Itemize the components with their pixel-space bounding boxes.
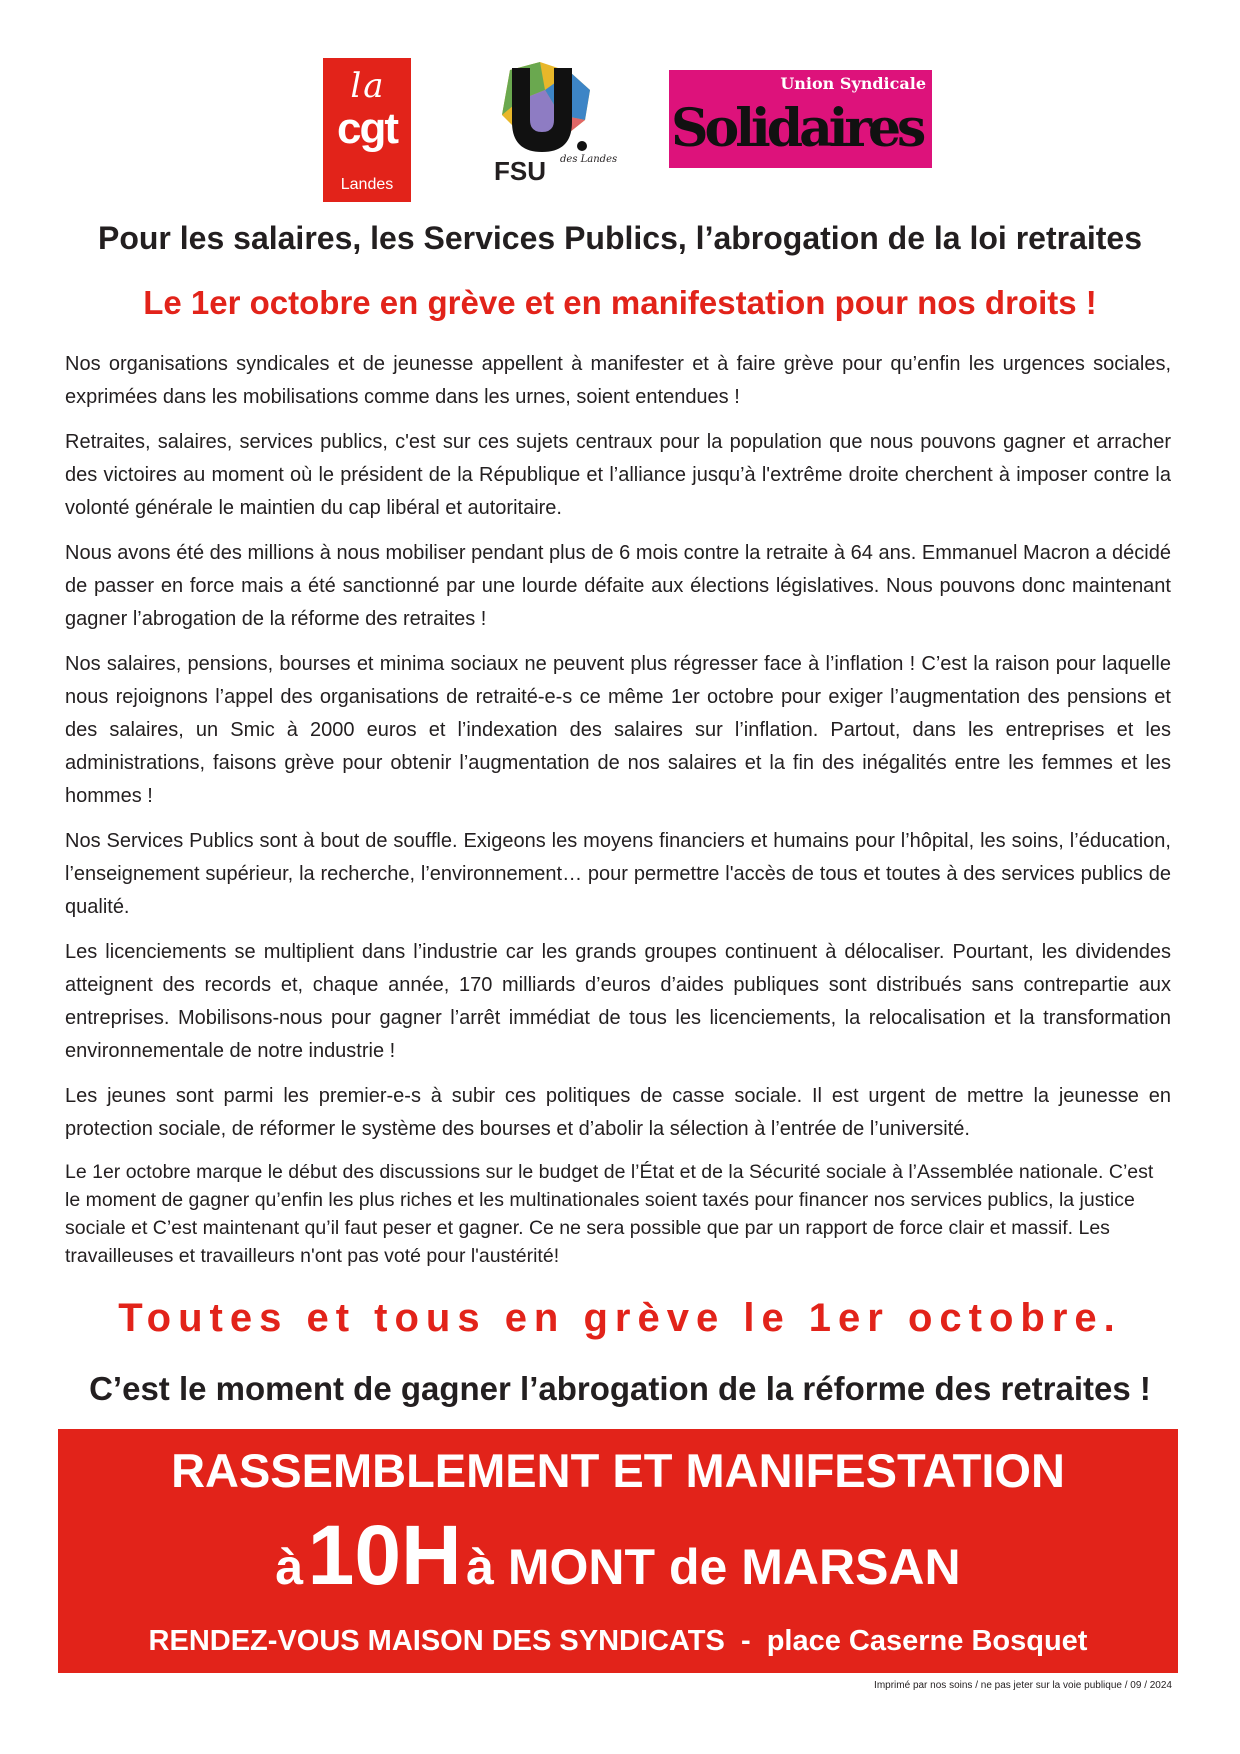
page-subtitle: Le 1er octobre en grève et en manifestation pour nos droits ! <box>143 284 1097 321</box>
event-meeting-point: RENDEZ-VOUS MAISON DES SYNDICATS - place Caserne Bosquet <box>148 1625 1088 1657</box>
cgt-logo-la: la <box>350 66 386 106</box>
body-text <box>65 348 1171 1282</box>
paragraph: Retraites, salaires, services publics, c'est sur ces sujets centraux pour la population que nous pouvons gagner et arracher des victoires au moment où le président de la République et l’alliance jusqu’à l'extrême droite cherchent à imposer contre la volonté générale le maintien du cap libéral et autoritaire. <box>65 431 1171 519</box>
footer-note: Imprimé par nos soins / ne pas jeter sur la voie publique / 09 / 2024 <box>874 1680 1172 1691</box>
paragraph: Nos organisations syndicales et de jeunesse appellent à manifester et à faire grève pour qu’enfin les urgences sociales, exprimées dans les mobilisations comme dans les urnes, soient entendues ! <box>65 353 1171 408</box>
paragraph: Nos salaires, pensions, bourses et minima sociaux ne peuvent plus régresser face à l’inflation ! C’est la raison pour laquelle nous rejoignons l’appel des organisations de retraité-e-s ce même 1er octobre pour exiger l’augmentation des pensions et des salaires, un Smic à 2000 euros et l’indexation des salaires sur l’inflation. Partout, dans les entreprises et les administrations, faisons grève pour obtenir l’augmentation de nos salaires et la fin des inégalités entre les femmes et les hommes ! <box>65 653 1171 807</box>
paragraph: Le 1er octobre marque le début des discussions sur le budget de l’État et de la Sécurité sociale à l’Assemblée nationale. C’est le moment de gagner qu’enfin les plus riches et les multinationales soient taxés pour financer nos services publics, la justice sociale et C’est maintenant qu’il faut peser et gagner. Ce ne sera possible que par un rapport de force clair et massif. Les travailleuses et travailleurs n'ont pas voté pour l'austérité! <box>65 1161 1154 1267</box>
event-prefix: à <box>275 1539 304 1595</box>
solidaires-logo-text: Solidaires <box>671 98 923 159</box>
event-time-place <box>58 1507 1178 1604</box>
event-time: 10H <box>307 1508 462 1602</box>
paragraph: Les licenciements se multiplient dans l’industrie car les grands groupes continuent à délocaliser. Pourtant, les dividendes atteignent des records et, chaque année, 170 milliards d’euros d’aides publiques sont distribués sans contrepartie aux entreprises. Mobilisons-nous pour gagner l’arrêt immédiat de tous les licenciements, la relocalisation et la transformation environnementale de notre industrie ! <box>65 941 1171 1062</box>
cgt-logo-dept: Landes <box>340 176 394 193</box>
paragraph: Nous avons été des millions à nous mobiliser pendant plus de 6 mois contre la retraite à 64 ans. Emmanuel Macron a décidé de passer en force mais a été sanctionné par une lourde défaite aux élections législatives. Nous pouvons donc maintenant gagner l’abrogation de la réforme des retraites ! <box>65 542 1171 630</box>
paragraph: Nos Services Publics sont à bout de souffle. Exigeons les moyens financiers et humains pour l’hôpital, les soins, l’éducation, l’enseignement supérieur, la recherche, l’environnement… pour permettre l'accès de tous et toutes à des services publics de qualité. <box>65 830 1171 918</box>
call-to-action: Toutes et tous en grève le 1er octobre. <box>118 1296 1122 1340</box>
cgt-logo-text: cgt <box>337 104 397 153</box>
event-title: RASSEMBLEMENT ET MANIFESTATION <box>171 1444 1065 1497</box>
fsu-map-icon <box>490 60 600 160</box>
paragraph: Les jeunes sont parmi les premier-e-s à subir ces politiques de casse sociale. Il est urgent de mettre la jeunesse en protection sociale, de réformer le système des bourses et d’abolir la sélection à l’entrée de l’université. <box>65 1085 1171 1140</box>
event-banner <box>58 1429 1178 1673</box>
fsu-logo <box>490 60 618 186</box>
solidaires-logo-union: Union Syndicale <box>780 74 926 93</box>
fsu-logo-text: FSU <box>494 156 546 186</box>
fsu-logo-sub: des Landes <box>560 154 618 165</box>
event-place: à MONT de MARSAN <box>466 1539 961 1595</box>
solidaires-logo <box>669 70 932 168</box>
slogan: C’est le moment de gagner l’abrogation de la réforme des retraites ! <box>89 1370 1151 1407</box>
logos-header <box>0 0 1240 200</box>
page-title: Pour les salaires, les Services Publics, l’abrogation de la loi retraites <box>97 220 1142 256</box>
cgt-logo <box>323 58 411 202</box>
